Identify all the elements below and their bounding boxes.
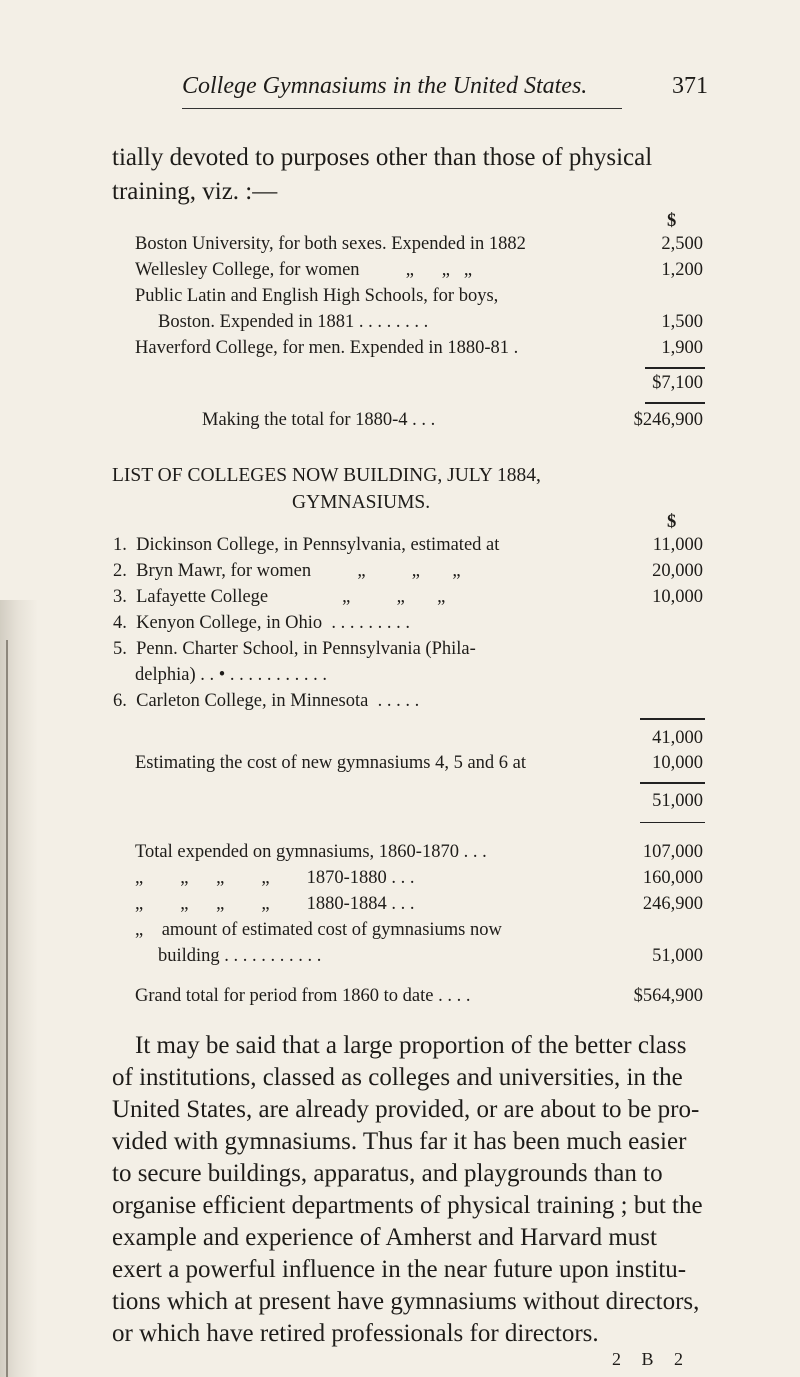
paragraph-line: organise efficient departments of physical training ; but the [112, 1192, 703, 1219]
building-row-text: 4. Kenyon College, in Ohio . . . . . . . . . [113, 613, 411, 633]
building-row-text: delphia) . . • . . . . . . . . . . . [135, 665, 327, 685]
totals-row-amount: 107,000 [642, 842, 703, 862]
signature-mark: 2 B 2 [612, 1349, 692, 1369]
expenditure-row-amount: 1,200 [661, 260, 703, 280]
paragraph-line: example and experience of Amherst and Harvard must [112, 1224, 657, 1251]
totals-row-amount: 160,000 [642, 868, 703, 888]
building-sum: 41,000 [652, 728, 703, 748]
totals-row-text: Total expended on gymnasiums, 1860-1870 . . . [135, 842, 487, 862]
section-subheading: GYMNASIUMS. [292, 492, 431, 513]
totals-row-amount: 246,900 [642, 894, 703, 914]
currency-symbol: $ [667, 211, 677, 231]
expenditure-row-text: Public Latin and English High Schools, for boys, [135, 286, 499, 306]
total-label: Making the total for 1880-4 . . . [202, 410, 436, 430]
expenditure-row-amount: 1,500 [661, 312, 703, 332]
total-amount: $246,900 [633, 410, 703, 430]
subtotal-amount: $7,100 [652, 373, 703, 393]
building-row-amount: 20,000 [652, 561, 703, 581]
running-title: College Gymnasiums in the United States. [182, 73, 588, 99]
building-row-amount: 10,000 [652, 587, 703, 607]
paragraph-line: to secure buildings, apparatus, and playgrounds than to [112, 1160, 663, 1187]
subtotal-rule [645, 367, 705, 369]
grand-sum-rule [640, 782, 705, 784]
currency-symbol: $ [667, 512, 677, 532]
totals-row-text: „ „ „ „ 1870-1880 . . . [135, 868, 415, 888]
expenditure-row-amount: 2,500 [661, 234, 703, 254]
grand-total-label: Grand total for period from 1860 to date . . . . [135, 986, 471, 1006]
page-number: 371 [672, 73, 708, 99]
paragraph-line: United States, are already provided, or are about to be pro- [112, 1096, 700, 1123]
header-rule [182, 108, 622, 109]
building-row-text: 6. Carleton College, in Minnesota . . . . . [113, 691, 420, 711]
intro-line-2: training, viz. :— [112, 178, 278, 205]
expenditure-row-text: Boston University, for both sexes. Expended in 1882 [135, 234, 526, 254]
expenditure-row-text: Haverford College, for men. Expended in 1880-81 . [135, 338, 519, 358]
building-row-text: 1. Dickinson College, in Pennsylvania, estimated at [113, 535, 500, 555]
grand-sum-underline [640, 822, 705, 823]
paragraph-line: of institutions, classed as colleges and universities, in the [112, 1064, 683, 1091]
paragraph-line: or which have retired professionals for directors. [112, 1320, 599, 1347]
section-heading: LIST OF COLLEGES NOW BUILDING, JULY 1884, [112, 465, 541, 486]
expenditure-row-amount: 1,900 [661, 338, 703, 358]
total-rule [645, 402, 705, 404]
paragraph-line: exert a powerful influence in the near future upon institu- [112, 1256, 687, 1283]
intro-line-1: tially devoted to purposes other than those of physical [112, 144, 653, 171]
totals-row-text: „ „ „ „ 1880-1884 . . . [135, 894, 415, 914]
totals-row-text: „ amount of estimated cost of gymnasiums now [135, 920, 502, 940]
building-row-text: 3. Lafayette College „ „ „ [113, 587, 446, 607]
totals-row-amount: 51,000 [652, 946, 703, 966]
paragraph-line: It may be said that a large proportion of the better class [135, 1032, 687, 1059]
expenditure-row-text: Wellesley College, for women „ „ „ [135, 260, 473, 280]
paragraph-line: tions which at present have gymnasiums without directors, [112, 1288, 700, 1315]
sum-rule [640, 718, 705, 720]
estimate-amount: 10,000 [652, 753, 703, 773]
building-grand-sum: 51,000 [652, 791, 703, 811]
grand-total-amount: $564,900 [633, 986, 703, 1006]
page-binding-edge [6, 640, 8, 1377]
building-row-amount: 11,000 [652, 535, 703, 555]
building-row-text: 5. Penn. Charter School, in Pennsylvania (Phila- [113, 639, 476, 659]
totals-row-text: building . . . . . . . . . . . [158, 946, 322, 966]
paragraph-line: vided with gymnasiums. Thus far it has been much easier [112, 1128, 687, 1155]
estimate-label: Estimating the cost of new gymnasiums 4, 5 and 6 at [135, 753, 527, 773]
expenditure-row-text: Boston. Expended in 1881 . . . . . . . . [158, 312, 429, 332]
building-row-text: 2. Bryn Mawr, for women „ „ „ [113, 561, 461, 581]
